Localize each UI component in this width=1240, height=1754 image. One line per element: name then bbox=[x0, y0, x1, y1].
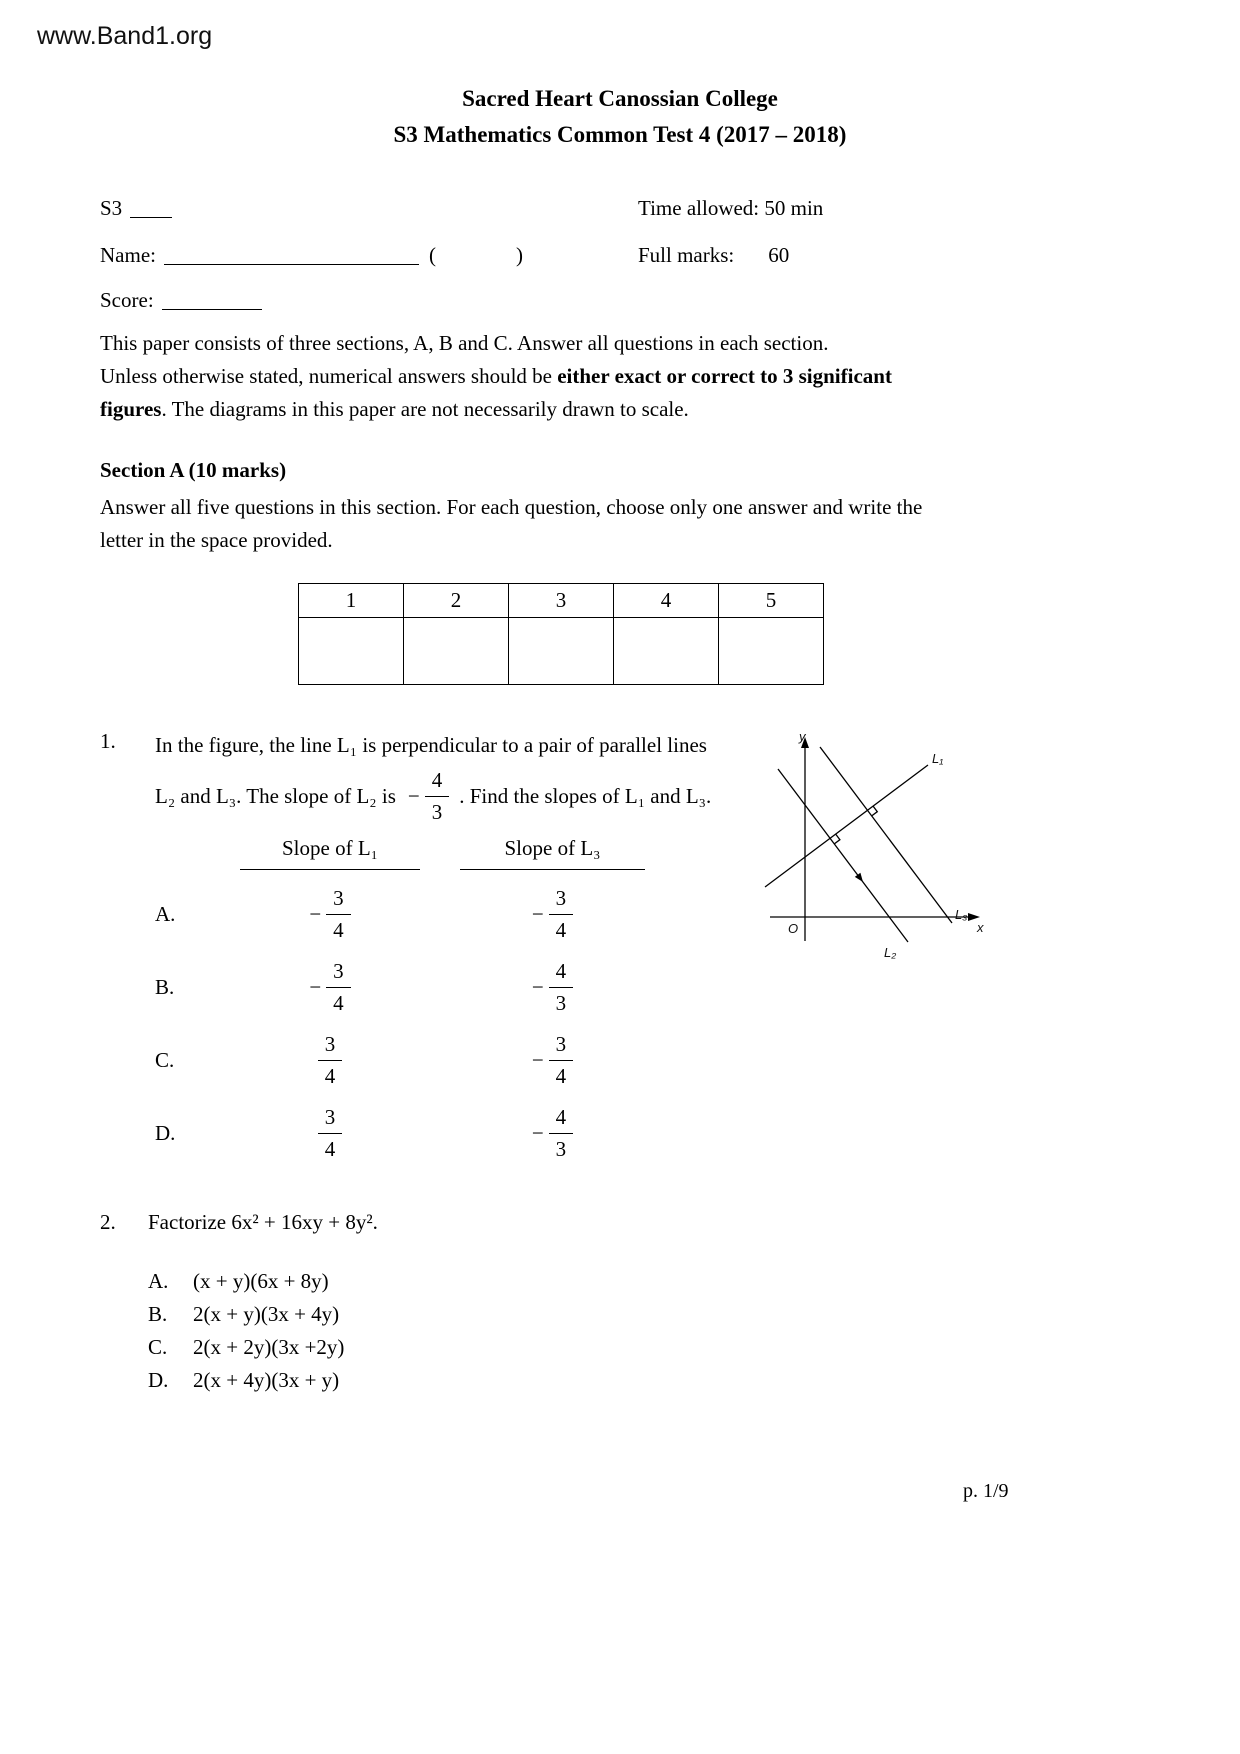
question-1-figure bbox=[760, 729, 1000, 964]
l2-label: L₂ bbox=[884, 945, 897, 960]
question-1-text-line2 bbox=[155, 766, 765, 826]
q1-option-c[interactable] bbox=[155, 1032, 765, 1089]
fraction-sign: − bbox=[531, 1048, 544, 1072]
test-title: S3 Mathematics Common Test 4 (2017 – 2018) bbox=[393, 122, 847, 147]
fraction-numerator: 3 bbox=[318, 1032, 343, 1061]
fraction-denominator: 4 bbox=[324, 1137, 336, 1161]
fraction-denominator: 3 bbox=[555, 991, 567, 1015]
question-2-stem-row bbox=[100, 1210, 1140, 1235]
answer-grid-cell-4[interactable] bbox=[614, 618, 719, 685]
fraction-denominator: 4 bbox=[555, 918, 567, 942]
watermark: www.Band1.org bbox=[37, 22, 213, 50]
full-marks-label: Full marks: bbox=[638, 243, 735, 267]
fraction-numerator: 3 bbox=[326, 959, 351, 988]
answer-grid-header-4: 4 bbox=[614, 584, 719, 618]
paper-instructions-text2: Unless otherwise stated, numerical answers should be bbox=[100, 364, 558, 388]
q2-option-b[interactable] bbox=[148, 1298, 1140, 1331]
answer-grid-header-3: 3 bbox=[509, 584, 614, 618]
question-1 bbox=[100, 729, 1140, 1162]
fraction-denominator: 3 bbox=[431, 799, 443, 824]
origin-label: O bbox=[788, 921, 799, 936]
line-l3 bbox=[820, 747, 952, 923]
q1-option-c-label: C. bbox=[155, 1048, 175, 1072]
class-number-paren-open: ( bbox=[428, 243, 436, 267]
q2-option-c-label: C. bbox=[148, 1335, 168, 1359]
fraction-stack bbox=[425, 768, 450, 825]
answer-grid-answer-row bbox=[299, 618, 824, 685]
paper-instructions-text3: . The diagrams in this paper are not necessarily drawn to scale. bbox=[161, 397, 689, 421]
fraction-sign: − bbox=[407, 783, 420, 808]
fraction-sign: − bbox=[309, 975, 322, 999]
slope-l2-fraction bbox=[408, 768, 449, 825]
name-label: Name: bbox=[100, 243, 156, 267]
line-l2-arrow bbox=[855, 873, 863, 882]
question-2 bbox=[100, 1210, 1140, 1397]
time-allowed-label: Time allowed: 50 min bbox=[638, 196, 824, 220]
q2-option-c[interactable] bbox=[148, 1331, 1140, 1364]
q1-option-b-slope-l1 bbox=[240, 959, 420, 1016]
fraction-numerator: 3 bbox=[326, 886, 351, 915]
q1-option-d-slope-l3 bbox=[460, 1105, 645, 1162]
fraction-sign: − bbox=[531, 1121, 544, 1145]
x-axis-label: x bbox=[977, 920, 984, 935]
class-label: S3 bbox=[100, 196, 123, 220]
q1-option-b-label: B. bbox=[155, 975, 175, 999]
fraction-denominator: 3 bbox=[555, 1137, 567, 1161]
fraction-denominator: 4 bbox=[333, 991, 344, 1015]
name-field bbox=[100, 243, 638, 268]
fraction-numerator: 4 bbox=[549, 1105, 574, 1134]
question-1-text-line1: In the figure, the line L₁ is perpendicular to a pair of parallel lines bbox=[155, 733, 707, 757]
question-2-stem: Factorize 6x² + 16xy + 8y². bbox=[148, 1210, 378, 1234]
answer-grid-cell-3[interactable] bbox=[509, 618, 614, 685]
question-1-text-line2-post: . Find the slopes of L₁ and L₃. bbox=[459, 783, 712, 808]
school-title: Sacred Heart Canossian College bbox=[462, 86, 778, 111]
q2-option-a[interactable] bbox=[148, 1265, 1140, 1298]
q2-option-a-label: A. bbox=[148, 1269, 169, 1293]
page-number: p. 1/9 bbox=[963, 1480, 1009, 1502]
question-2-options bbox=[148, 1265, 1140, 1397]
fraction-numerator: 3 bbox=[318, 1105, 343, 1134]
q2-option-b-label: B. bbox=[148, 1302, 168, 1326]
l1-label: L₁ bbox=[932, 751, 944, 766]
q2-option-d[interactable] bbox=[148, 1364, 1140, 1397]
fraction-numerator: 4 bbox=[425, 768, 450, 797]
q2-option-a-text: (x + y)(6x + 8y) bbox=[193, 1269, 329, 1293]
class-time-row bbox=[100, 196, 1140, 221]
fraction-numerator: 3 bbox=[549, 886, 574, 915]
paper-instructions-bold1: either exact or correct to 3 significant bbox=[557, 364, 892, 388]
q1-option-a-label: A. bbox=[155, 902, 176, 926]
fraction-sign: − bbox=[531, 902, 544, 926]
y-axis-label: y bbox=[799, 729, 806, 744]
fraction-denominator: 4 bbox=[555, 1064, 567, 1088]
q2-option-c-text: 2(x + 2y)(3x +2y) bbox=[193, 1335, 345, 1359]
q1-option-d-label: D. bbox=[155, 1121, 176, 1145]
paper-instructions bbox=[100, 327, 1140, 426]
name-marks-row bbox=[100, 243, 1140, 268]
answer-grid-cell-1[interactable] bbox=[299, 618, 404, 685]
q1-option-b[interactable] bbox=[155, 959, 765, 1016]
fraction-numerator: 4 bbox=[549, 959, 574, 988]
q1-option-a-slope-l1 bbox=[240, 886, 420, 943]
answer-grid-header-row bbox=[299, 584, 824, 618]
question-1-answer-headers bbox=[155, 836, 765, 870]
fraction-denominator: 4 bbox=[324, 1064, 336, 1088]
right-angle-mark-1 bbox=[834, 834, 840, 844]
answer-grid-header-2: 2 bbox=[404, 584, 509, 618]
answer-grid-header-5: 5 bbox=[719, 584, 824, 618]
paper-instructions-line3 bbox=[100, 393, 1140, 426]
l3-label: L₃ bbox=[955, 907, 968, 922]
q1-option-d-slope-l1 bbox=[240, 1105, 420, 1162]
score-label: Score: bbox=[100, 288, 154, 312]
score-blank[interactable] bbox=[162, 289, 262, 310]
class-blank[interactable] bbox=[130, 197, 172, 218]
q2-option-d-label: D. bbox=[148, 1368, 169, 1392]
fraction-denominator: 4 bbox=[333, 918, 344, 942]
answer-grid-cell-2[interactable] bbox=[404, 618, 509, 685]
fraction-sign: − bbox=[531, 975, 544, 999]
paper-instructions-bold2: figures bbox=[100, 397, 162, 421]
answer-grid-header-1: 1 bbox=[299, 584, 404, 618]
q2-option-d-text: 2(x + 4y)(3x + y) bbox=[193, 1368, 340, 1392]
answer-grid-cell-5[interactable] bbox=[719, 618, 824, 685]
question-2-number: 2. bbox=[100, 1210, 116, 1234]
score-field bbox=[100, 288, 638, 313]
question-1-text-line2-pre: L₂ and L₃. The slope of L₂ is bbox=[155, 783, 396, 808]
class-field bbox=[100, 196, 638, 221]
name-blank[interactable] bbox=[164, 244, 419, 265]
q1-option-b-slope-l3 bbox=[460, 959, 645, 1016]
q1-option-c-slope-l1 bbox=[240, 1032, 420, 1089]
q1-option-c-slope-l3 bbox=[460, 1032, 645, 1089]
full-marks-field bbox=[638, 243, 789, 268]
q1-option-d[interactable] bbox=[155, 1105, 765, 1162]
section-a-instructions-line1: Answer all five questions in this section. For each question, choose only one answer and write the bbox=[100, 495, 923, 519]
slope-l1-column-header: Slope of L₁ bbox=[240, 836, 420, 870]
q1-option-a[interactable] bbox=[155, 886, 765, 943]
page-content bbox=[100, 0, 1140, 1397]
question-1-body bbox=[155, 729, 765, 1162]
section-a-instructions-line2: letter in the space provided. bbox=[100, 528, 333, 552]
answer-grid bbox=[298, 583, 824, 685]
question-1-number: 1. bbox=[100, 729, 116, 753]
fraction-sign: − bbox=[309, 902, 322, 926]
right-angle-mark-2 bbox=[872, 806, 878, 816]
full-marks-value: 60 bbox=[768, 243, 790, 267]
paper-instructions-text1: This paper consists of three sections, A, B and C. Answer all questions in each section. bbox=[100, 331, 829, 355]
fraction-numerator: 3 bbox=[549, 1032, 574, 1061]
q2-option-b-text: 2(x + y)(3x + 4y) bbox=[193, 1302, 340, 1326]
section-a-heading: Section A (10 marks) bbox=[100, 458, 287, 482]
section-a-instructions bbox=[100, 491, 1140, 557]
q1-option-a-slope-l3 bbox=[460, 886, 645, 943]
class-number-paren-close: ) bbox=[515, 243, 523, 267]
score-row bbox=[100, 288, 1140, 313]
paper-instructions-line2 bbox=[100, 360, 1140, 393]
paper-instructions-line1 bbox=[100, 327, 1140, 360]
slope-l3-column-header: Slope of L₃ bbox=[460, 836, 645, 870]
